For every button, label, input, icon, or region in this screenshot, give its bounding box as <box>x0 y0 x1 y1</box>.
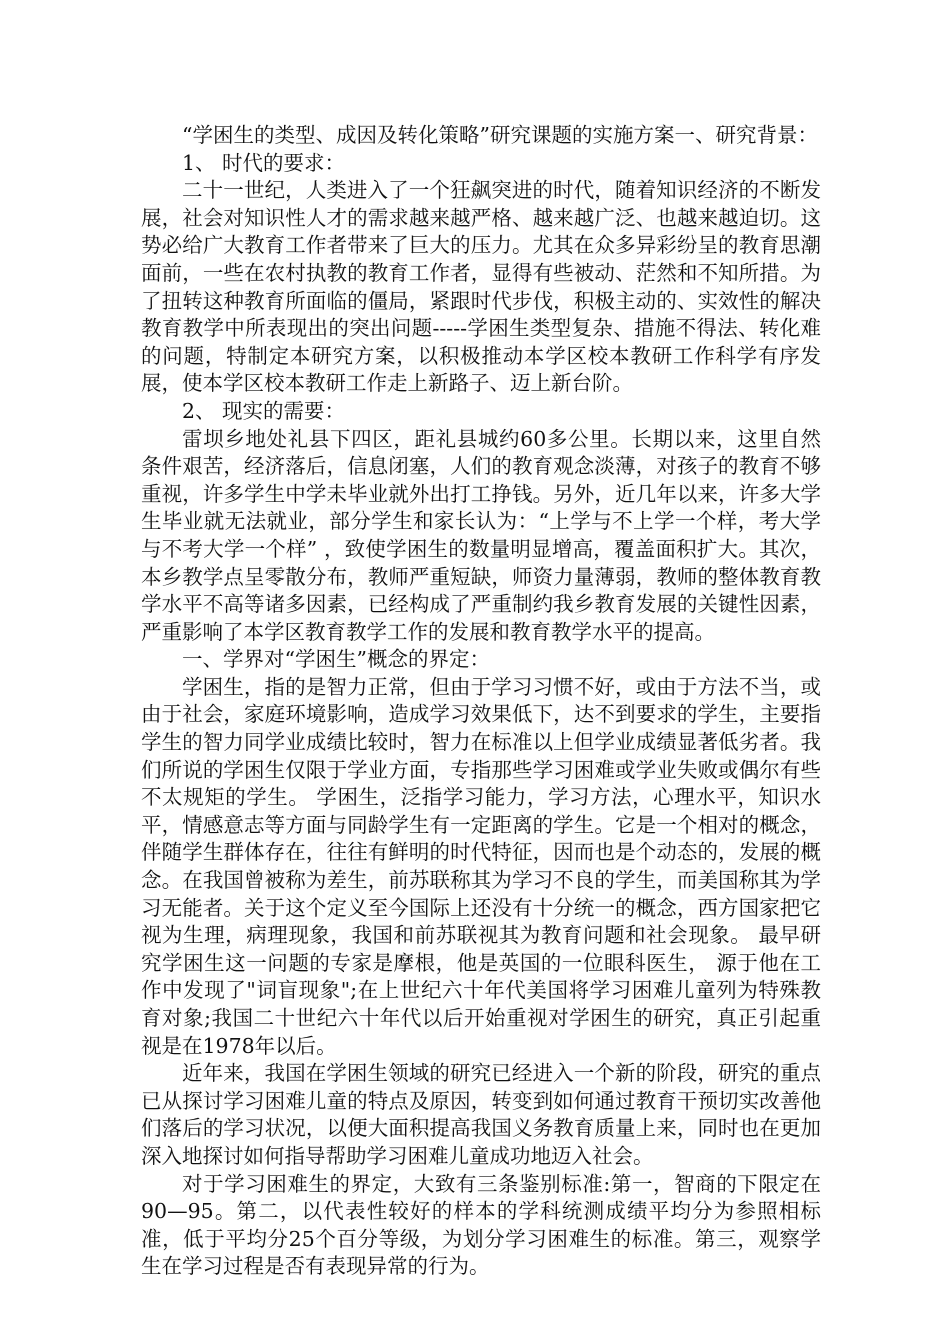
paragraph-practical-needs: 雷坝乡地处礼县下四区，距礼县城约60多公里。长期以来，这里自然条件艰苦，经济落后，信息闭塞，人们的教育观念淡薄，对孩子的教育不够重视，许多学生中学未毕业就外出打工挣钱。另外，近几年以来，许多大学生毕业就无法就业，部分学生和家长认为：“上学与不上学一个样，考大学与不考大学一个样” ，致使学困生的数量明显增高，覆盖面积扩大。其次，本乡教学点呈零散分布，教师严重短缺，师资力量薄弱，教师的整体教育教学水平不高等诸多因素，已经构成了严重制约我乡教育发展的关键性因素，严重影响了本学区教育教学工作的发展和教育教学水平的提高。 <box>141 426 821 644</box>
section-heading-definition: 一、学界对“学困生”概念的界定： <box>182 647 490 672</box>
paragraph-identification-criteria: 对于学习困难生的界定，大致有三条鉴别标准:第一，智商的下限定在90—95。第二，以代表性较好的样本的学科统测成绩平均分为参照相标准，低于平均分25个百分等级，为划分学习困难生的标准。第三，观察学生在学习过程是否有表现异常的行为。 <box>141 1171 821 1279</box>
paragraph-recent-research: 近年来，我国在学困生领域的研究已经进入一个新的阶段，研究的重点已从探讨学习困难儿童的特点及原因，转变到如何通过教育干预切实改善他们落后的学习状况，以便大面积提高我国义务教育质量上来，同时也在更加深入地探讨如何指导帮助学习困难儿童成功地迈入社会。 <box>141 1061 821 1168</box>
document-body <box>141 122 821 1281</box>
section-heading-era-requirements: 1、 时代的要求： <box>182 150 346 175</box>
section-heading-practical-needs: 2、 现实的需要： <box>182 398 346 423</box>
paragraph-era-requirements: 二十一世纪，人类进入了一个狂飙突进的时代，随着知识经济的不断发展，社会对知识性人才的需求越来越严格、越来越广泛、也越来越迫切。这势必给广大教育工作者带来了巨大的压力。尤其在众多异彩纷呈的教育思潮面前，一些在农村执教的教育工作者，显得有些被动、茫然和不知所措。为了扭转这种教育所面临的僵局，紧跟时代步伐，积极主动的、实效性的解决教育教学中所表现出的突出问题-----学困生类型复杂、措施不得法、转化难的问题，特制定本研究方案，以积极推动本学区校本教研工作科学有序发展，使本学区校本教研工作走上新路子、迈上新台阶。 <box>141 178 821 396</box>
document-title-paragraph: “学困生的类型、成因及转化策略”研究课题的实施方案一、研究背景： <box>182 123 818 147</box>
paragraph-definition: 学困生，指的是智力正常，但由于学习习惯不好，或由于方法不当，或由于社会，家庭环境影响，造成学习效果低下，达不到要求的学生，主要指学生的智力同学业成绩比较时，智力在标准以上但学业成绩显著低劣者。我们所说的学困生仅限于学业方面，专指那些学习困难或学业失败或偶尔有些不太规矩的学生。 学困生，泛指学习能力，学习方法，心理水平，知识水平，情感意志等方面与同龄学生有一定距离的学生。它是一个相对的概念，伴随学生群体存在，往往有鲜明的时代特征，因而也是个动态的，发展的概念。在我国曾被称为差生，前苏联称其为学习不良的学生，而美国称其为学习无能者。关于这个定义至今国际上还没有十分统一的概念，西方国家把它视为生理，病理现象，我国和前苏联视其为教育问题和社会现象。 最早研究学困生这一问题的专家是摩根，他是英国的一位眼科医生， 源于他在工作中发现了"词盲现象";在上世纪六十年代美国将学习困难儿童列为特殊教育对象;我国二十世纪六十年代以后开始重视对学困生的研究，真正引起重视是在1978年以后。 <box>141 674 821 1058</box>
